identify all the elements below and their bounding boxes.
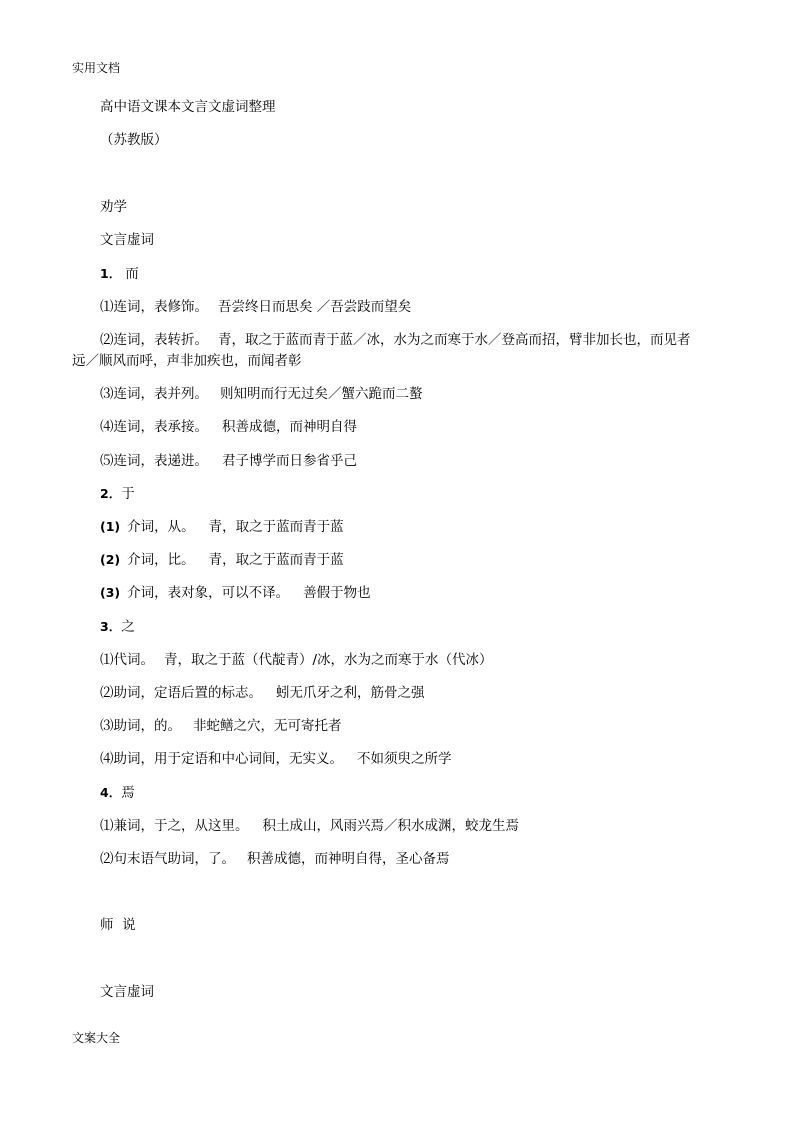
page-footer: 文案大全 — [72, 1031, 121, 1045]
item-label: ⑴代词。 — [100, 652, 154, 668]
item-label: ⑵句末语气助词，了。 — [100, 851, 235, 867]
item-label: 介词，表对象，可以不译。 — [127, 585, 290, 601]
item-label: 介词，比。 — [127, 552, 195, 568]
item-example: 不如须臾之所学 — [357, 751, 452, 767]
item-example: 青，取之于蓝而青于蓝 — [208, 519, 344, 535]
item-example: 积善成德，而神明自得，圣心备焉 — [247, 851, 450, 867]
item-example: 善假于物也 — [303, 585, 371, 601]
item-example: 积善成德，而神明自得 — [222, 419, 357, 435]
list-item — [100, 716, 342, 736]
item-example: 吾尝终日而思矣 ／吾尝跂而望矣 — [218, 299, 412, 315]
list-item — [100, 550, 344, 570]
item-label: 介词，从。 — [127, 519, 195, 535]
lesson-title: 劝学 — [100, 199, 127, 215]
group-number: 3． — [100, 619, 122, 634]
group-word: 而 — [125, 266, 139, 282]
item-label: ⑶连词，表并列。 — [100, 386, 208, 402]
list-item — [100, 816, 519, 836]
list-item — [100, 849, 450, 869]
item-label: ⑵连词，表转折。 — [100, 332, 208, 348]
item-example: 青，取之于蓝而青于蓝 — [208, 552, 344, 568]
document-subtitle: （苏教版） — [100, 132, 168, 148]
list-item — [100, 517, 344, 537]
item-example: 蚓无爪牙之利，筋骨之强 — [276, 685, 425, 701]
group-number: 1． — [100, 266, 122, 281]
group-number: 4． — [100, 785, 122, 800]
group-heading — [100, 484, 135, 504]
group-word: 之 — [121, 619, 135, 635]
item-example: 则知明而行无过矣／蟹六跪而二螯 — [220, 386, 423, 402]
item-label: ⑴连词，表修饰。 — [100, 299, 208, 315]
list-item — [100, 417, 357, 437]
item-marker: (3) — [100, 585, 121, 600]
list-item — [100, 451, 357, 471]
list-item — [100, 297, 411, 317]
list-item — [100, 650, 493, 670]
list-item — [100, 683, 425, 703]
list-item — [72, 330, 700, 372]
item-label: ⑴兼词，于之，从这里。 — [100, 818, 249, 834]
item-example: 君子博学而日参省乎己 — [222, 453, 357, 469]
list-item — [100, 384, 423, 404]
item-label: ⑷连词，表承接。 — [100, 419, 208, 435]
list-item — [100, 749, 452, 769]
item-label: ⑷助词，用于定语和中心词间，无实义。 — [100, 751, 343, 767]
group-heading — [100, 617, 135, 637]
item-marker: (2) — [100, 552, 121, 567]
item-example: 非蛇鳝之穴，无可寄托者 — [193, 718, 342, 734]
item-example: 积土成山，风雨兴焉／积水成渊，蛟龙生焉 — [262, 818, 519, 834]
group-word: 焉 — [121, 785, 135, 801]
item-label: ⑸连词，表递进。 — [100, 453, 208, 469]
item-label: ⑶助词，的。 — [100, 718, 181, 734]
item-label: ⑵助词，定语后置的标志。 — [100, 685, 262, 701]
section-heading: 文言虚词 — [100, 984, 154, 1000]
section-heading: 文言虚词 — [100, 232, 154, 248]
item-example: 青，取之于蓝而青于蓝／冰，水为之而寒于水／登高而招，臂非加长也，而见者远／顺风而呼，声非加疾也，而闻者彰 — [72, 332, 691, 369]
group-word: 于 — [121, 486, 135, 502]
group-heading — [100, 783, 135, 803]
group-number: 2． — [100, 486, 122, 501]
item-example: 青，取之于蓝（代靛青）/冰，水为之而寒于水（代冰） — [164, 652, 493, 668]
list-item — [100, 583, 371, 603]
page-header: 实用文档 — [72, 61, 121, 75]
document-title: 高中语文课本文言文虚词整理 — [100, 99, 276, 115]
lesson-title: 师 说 — [100, 917, 136, 933]
item-marker: (1) — [100, 519, 121, 534]
group-heading — [100, 264, 139, 284]
